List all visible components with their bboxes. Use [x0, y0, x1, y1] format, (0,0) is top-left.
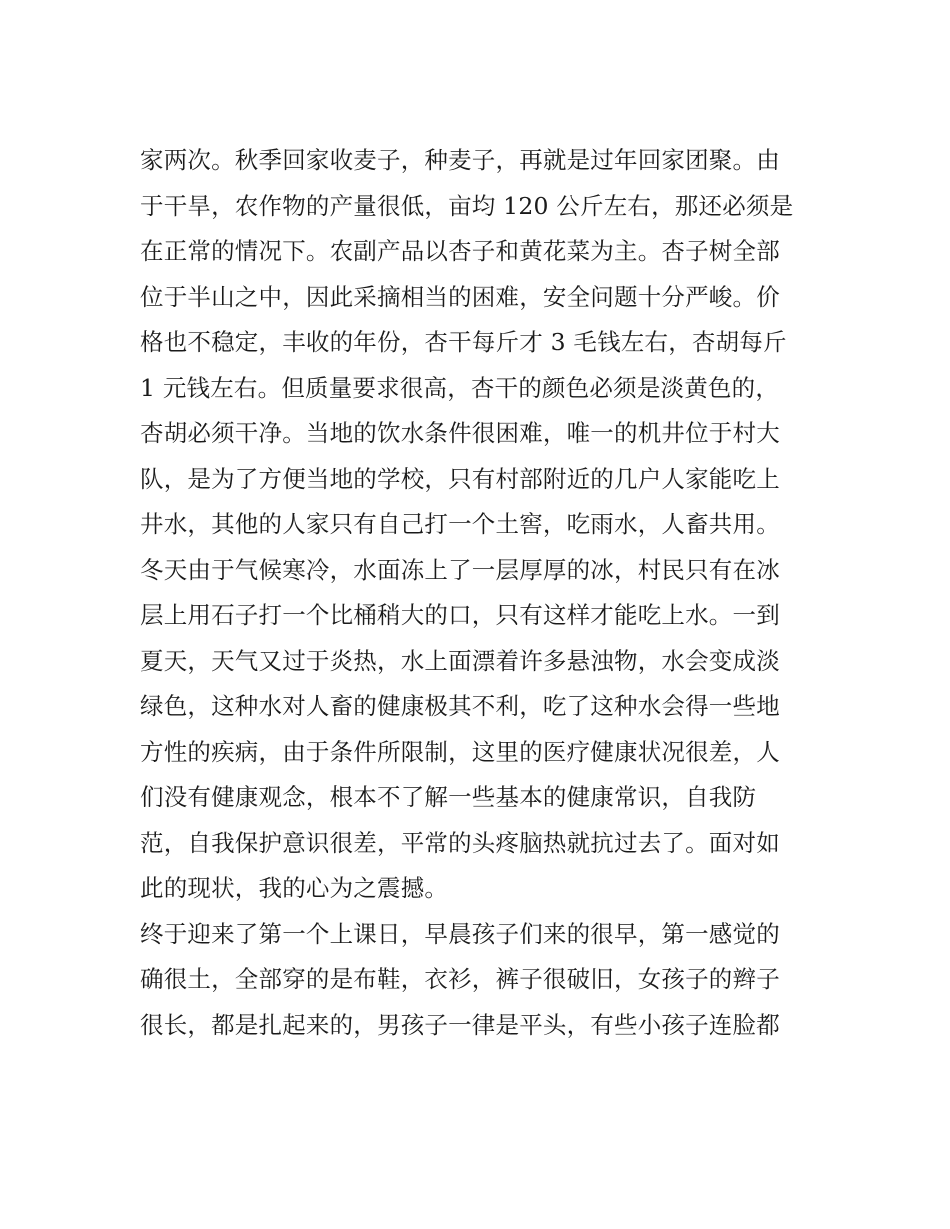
text-line-18: 终于迎来了第一个上课日，早晨孩子们来的很早，第一感觉的 [140, 919, 780, 948]
text-line-14: 方性的疾病，由于条件所限制，这里的医疗健康状况很差，人 [140, 737, 780, 766]
text-line-17: 此的现状，我的心为之震撼。 [140, 874, 449, 902]
body-text [140, 138, 820, 1048]
text-line-4: 位于半山之中，因此采摘相当的困难，安全问题十分严峻。价 [140, 282, 780, 311]
text-line-13: 绿色，这种水对人畜的健康极其不利，吃了这种水会得一些地 [140, 692, 780, 720]
text-line-11: 层上用石子打一个比桶稍大的口，只有这样才能吃上水。一到 [140, 601, 780, 629]
text-line-6: 1 元钱左右。但质量要求很高，杏干的颜色必须是淡黄色的， [140, 373, 780, 402]
text-line-7: 杏胡必须干净。当地的饮水条件很困难，唯一的机井位于村大 [140, 419, 780, 447]
text-line-15: 们没有健康观念，根本不了解一些基本的健康常识，自我防 [140, 783, 757, 811]
text-line-5: 格也不稳定，丰收的年份，杏干每斤才 3 毛钱左右，杏胡每斤 [140, 328, 787, 356]
text-line-10: 冬天由于气候寒冷，水面冻上了一层厚厚的冰，村民只有在冰 [140, 555, 780, 584]
text-line-12: 夏天，天气又过于炎热，水上面漂着许多悬浊物，水会变成淡 [140, 646, 780, 675]
text-line-20: 很长，都是扎起来的，男孩子一律是平头，有些小孩子连脸都 [140, 1010, 780, 1039]
text-line-9: 井水，其他的人家只有自己打一个土窖，吃雨水，人畜共用。 [140, 510, 780, 538]
text-line-3: 在正常的情况下。农副产品以杏子和黄花菜为主。杏子树全部 [140, 237, 780, 265]
text-line-8: 队，是为了方便当地的学校，只有村部附近的几户人家能吃上 [140, 464, 780, 493]
text-line-19: 确很土，全部穿的是布鞋，衣衫，裤子很破旧，女孩子的辫子 [140, 965, 780, 993]
text-line-1: 家两次。秋季回家收麦子，种麦子，再就是过年回家团聚。由 [140, 146, 780, 174]
text-line-2: 于干旱，农作物的产量很低，亩均 120 公斤左右，那还必须是 [140, 191, 794, 220]
text-line-16: 范，自我保护意识很差，平常的头疼脑热就抗过去了。面对如 [140, 828, 780, 857]
